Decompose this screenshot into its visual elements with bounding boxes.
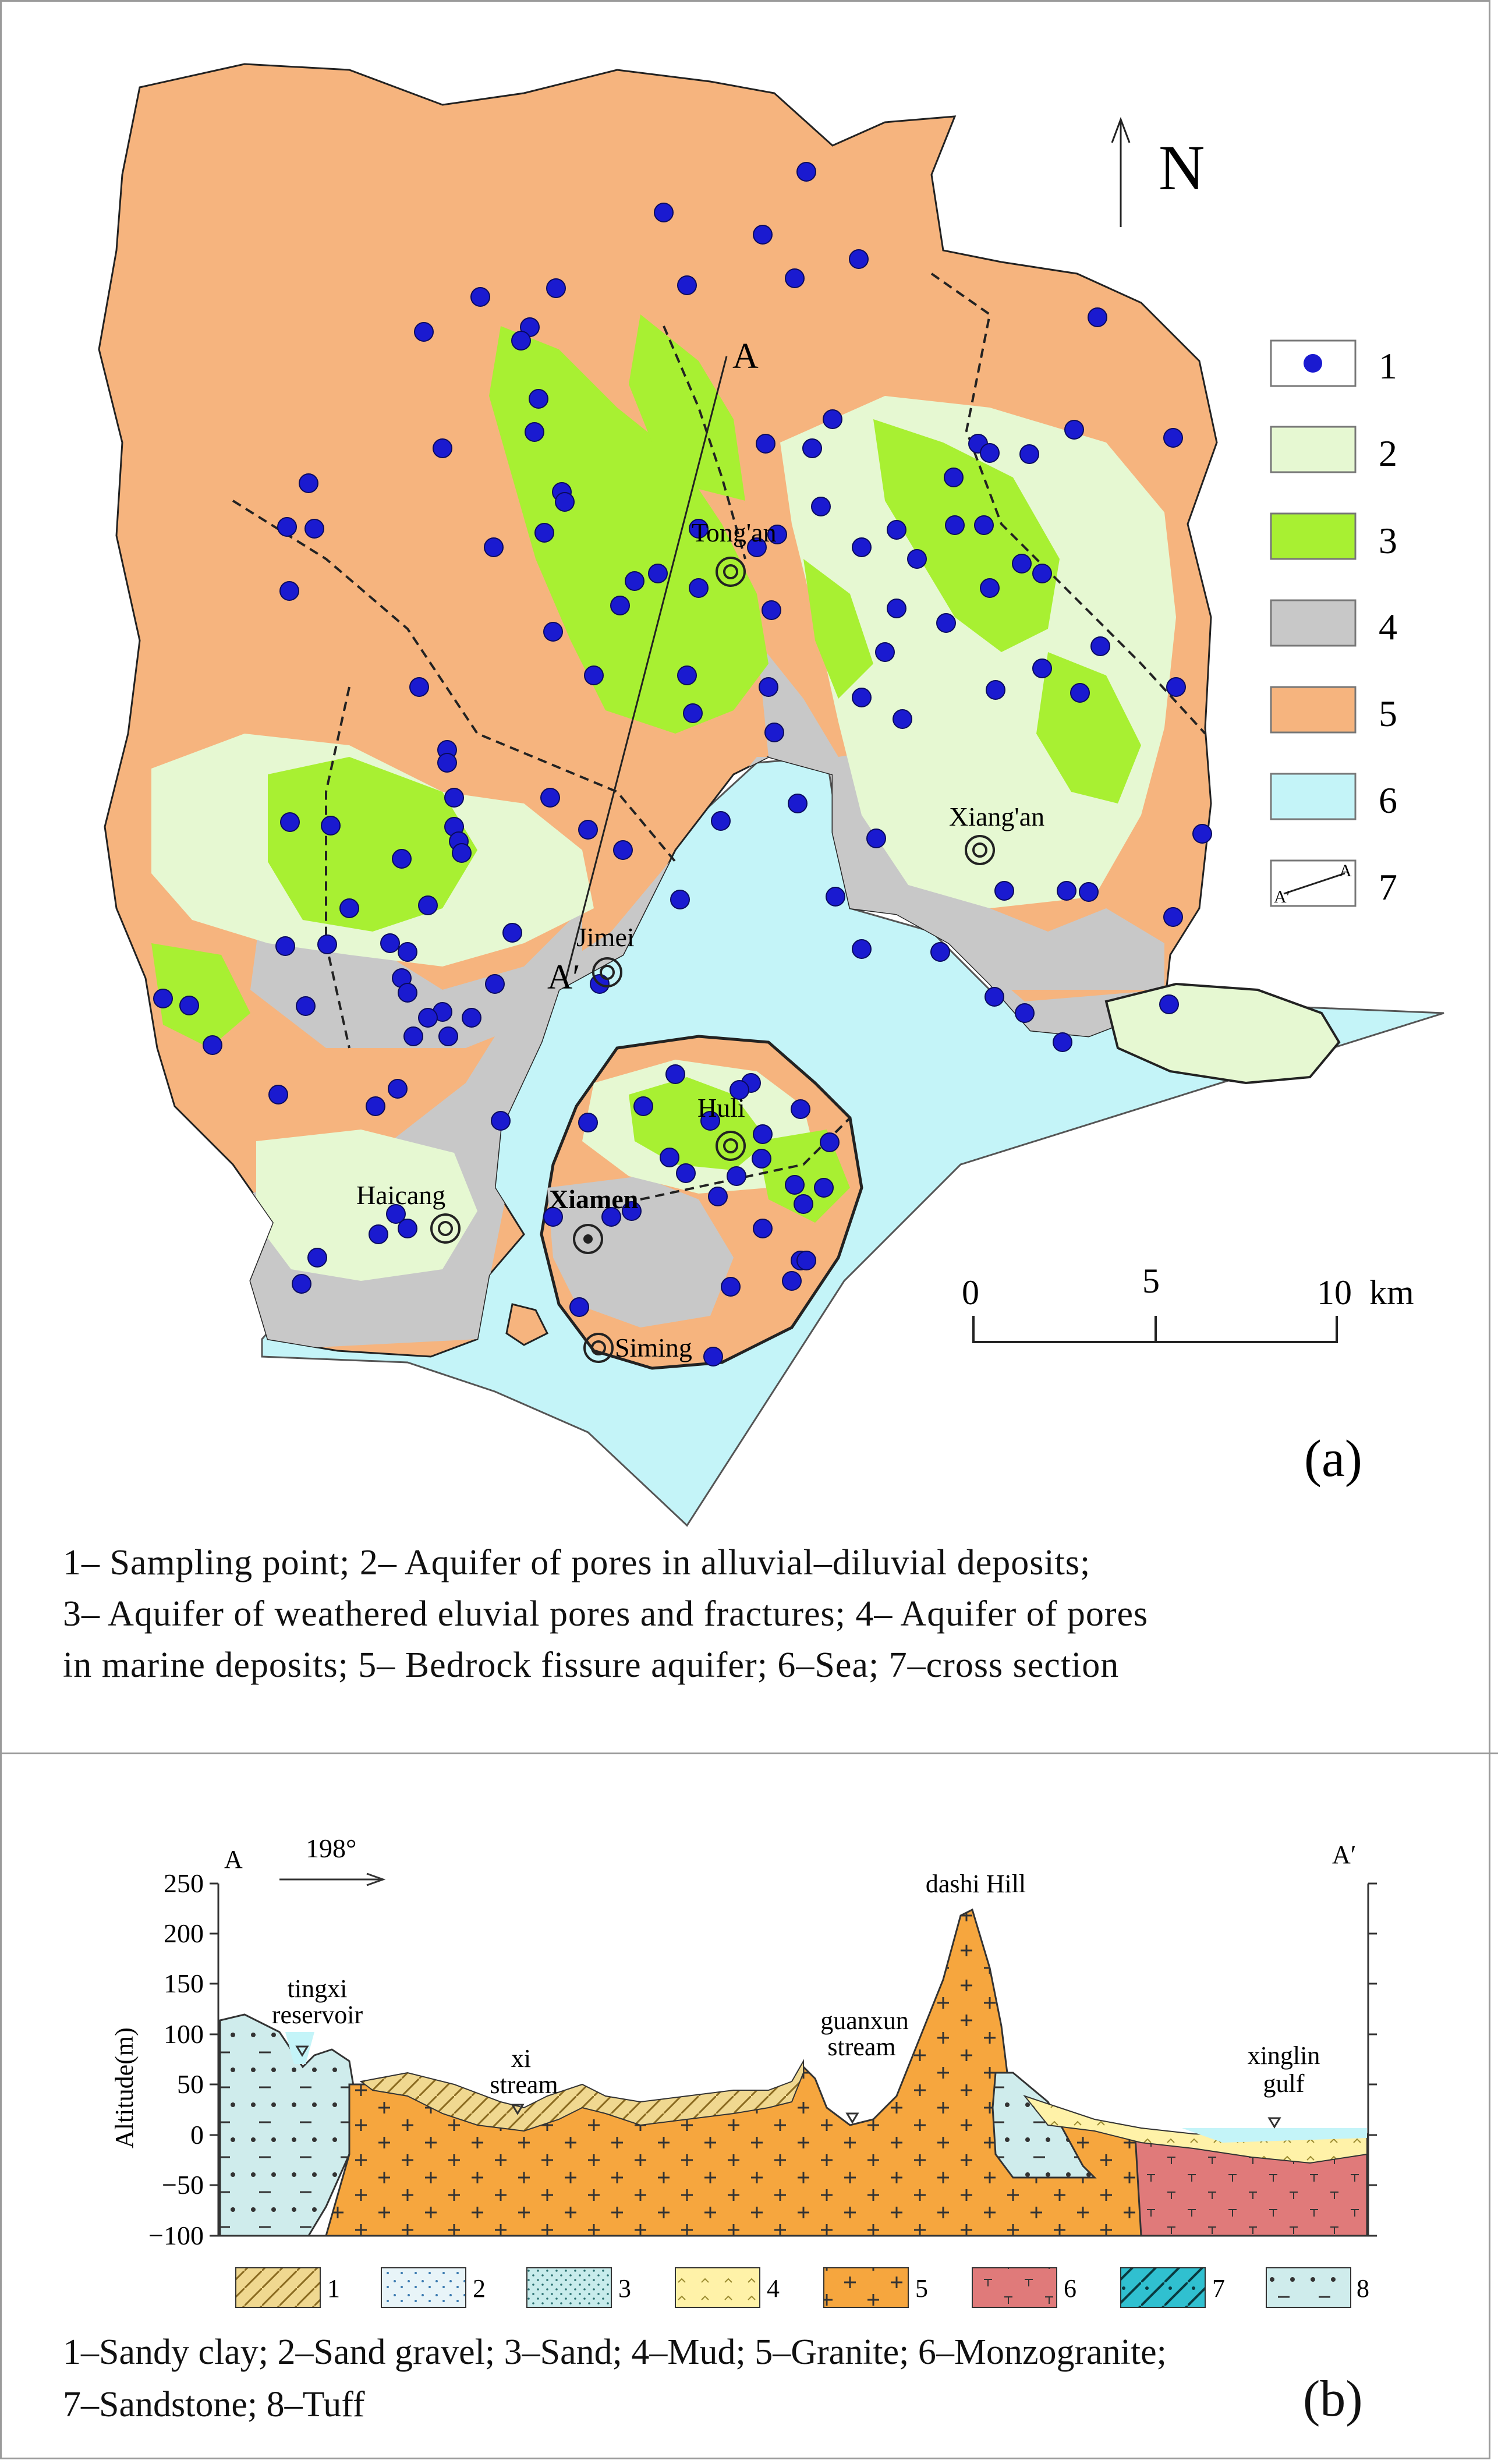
label-reservoir: reservoir xyxy=(271,2001,363,2029)
svg-text:200: 200 xyxy=(164,1918,204,1948)
svg-text:6: 6 xyxy=(1379,780,1397,821)
svg-text:km: km xyxy=(1369,1273,1414,1312)
svg-text:50: 50 xyxy=(177,2069,204,2099)
svg-text:−100: −100 xyxy=(148,2221,204,2250)
label-dashi-hill: dashi Hill xyxy=(925,1870,1026,1898)
section-end-label: A′ xyxy=(1332,1840,1357,1869)
scale-bar xyxy=(962,1262,1414,1342)
label-tingxi: tingxi xyxy=(287,1974,348,2003)
y-axis-label: Altitude(m) xyxy=(110,2027,139,2148)
label-xi-stream: stream xyxy=(490,2070,558,2099)
section-start-label: A xyxy=(224,1845,243,1874)
label-xinglin-gulf: gulf xyxy=(1263,2069,1305,2098)
svg-text:8: 8 xyxy=(1357,2274,1369,2303)
svg-text:4: 4 xyxy=(1379,606,1397,647)
feature-labels xyxy=(272,1870,1320,2099)
svg-text:2: 2 xyxy=(473,2274,486,2303)
svg-text:1: 1 xyxy=(327,2274,340,2303)
svg-text:Jimei: Jimei xyxy=(576,922,635,952)
section-label-a-prime: A′ xyxy=(547,958,580,996)
svg-text:5: 5 xyxy=(1142,1262,1160,1300)
granite-body xyxy=(326,1910,1141,2236)
panel-b-label: (b) xyxy=(1303,2371,1363,2427)
caption-b-line-1: 1–Sandy clay; 2–Sand gravel; 3–Sand; 4–Mud; 5–Granite; 6–Monzogranite; xyxy=(63,2332,1167,2372)
svg-text:7: 7 xyxy=(1212,2274,1225,2303)
panel-a-caption xyxy=(63,1537,1449,1691)
caption-a-line-1: 1– Sampling point; 2– Aquifer of pores in alluvial–diluvial deposits; xyxy=(63,1543,1091,1583)
svg-text:2: 2 xyxy=(1379,433,1397,474)
svg-text:198°: 198° xyxy=(306,1833,357,1863)
label-xinglin: xinglin xyxy=(1247,2041,1320,2070)
north-arrow xyxy=(1112,119,1205,227)
svg-text:Siming: Siming xyxy=(615,1333,692,1362)
svg-text:A′: A′ xyxy=(1274,887,1291,907)
svg-text:−50: −50 xyxy=(162,2170,204,2200)
svg-text:7: 7 xyxy=(1379,866,1397,908)
svg-text:Huli: Huli xyxy=(697,1093,745,1123)
svg-text:5: 5 xyxy=(915,2274,928,2303)
label-guanxun-stream: stream xyxy=(827,2033,896,2061)
svg-text:150: 150 xyxy=(164,1969,204,1998)
svg-text:0: 0 xyxy=(962,1273,979,1312)
section-legend xyxy=(236,2268,1369,2307)
svg-text:Xiamen: Xiamen xyxy=(549,1184,639,1214)
caption-b-line-2: 7–Sandstone; 8–Tuff xyxy=(63,2385,365,2424)
svg-text:3: 3 xyxy=(1379,520,1397,561)
caption-a-line-2: 3– Aquifer of weathered eluvial pores and fractures; 4– Aquifer of pores xyxy=(63,1594,1149,1634)
direction-arrow xyxy=(279,1833,383,1885)
svg-text:5: 5 xyxy=(1379,693,1397,734)
svg-text:4: 4 xyxy=(767,2274,780,2303)
y-tick-labels xyxy=(148,1868,204,2250)
svg-text:6: 6 xyxy=(1064,2274,1076,2303)
svg-text:Haicang: Haicang xyxy=(356,1180,446,1210)
north-label: N xyxy=(1159,132,1205,203)
svg-text:A: A xyxy=(1339,861,1352,880)
panel-b-caption xyxy=(63,2326,1344,2431)
section-label-a: A xyxy=(732,337,759,376)
svg-text:1: 1 xyxy=(1379,345,1397,387)
label-xi: xi xyxy=(511,2044,532,2073)
svg-text:10: 10 xyxy=(1317,1273,1352,1312)
caption-a-line-3: in marine deposits; 5– Bedrock fissure aquifer; 6–Sea; 7–cross section xyxy=(63,1645,1120,1685)
map-legend xyxy=(1271,341,1397,908)
svg-text:250: 250 xyxy=(164,1868,204,1898)
label-guanxun: guanxun xyxy=(820,2006,909,2035)
panel-a-label: (a) xyxy=(1304,1430,1362,1488)
svg-text:Tong'an: Tong'an xyxy=(692,518,777,547)
svg-text:0: 0 xyxy=(190,2120,204,2150)
svg-text:3: 3 xyxy=(618,2274,631,2303)
svg-text:Xiang'an: Xiang'an xyxy=(949,802,1045,831)
svg-text:100: 100 xyxy=(164,2019,204,2049)
